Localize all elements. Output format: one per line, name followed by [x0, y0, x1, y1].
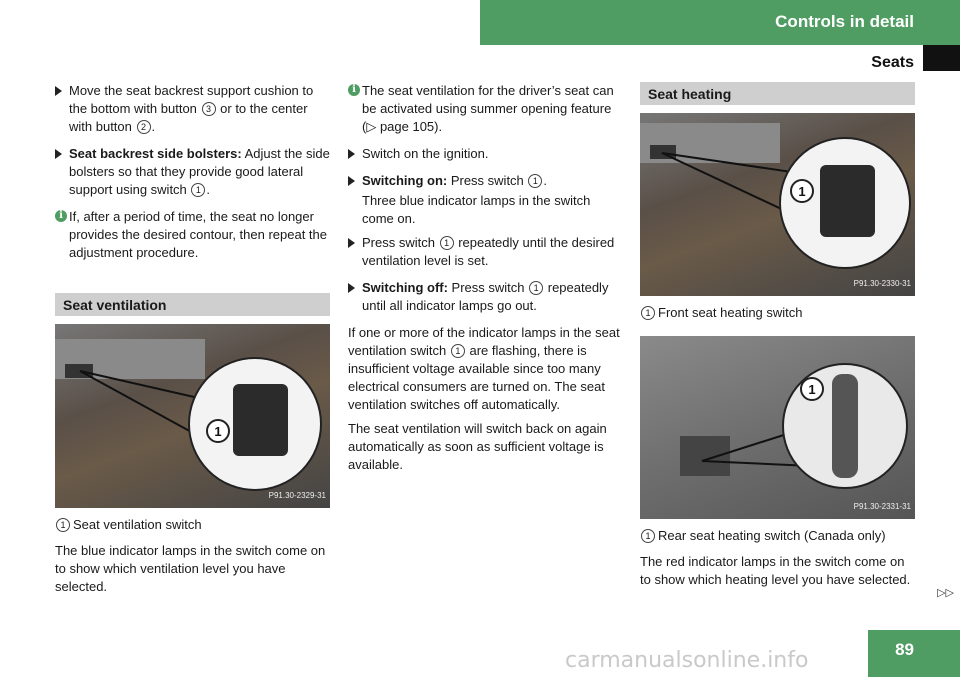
callout-number: 1: [191, 183, 205, 197]
callout-label: 1: [214, 424, 222, 439]
watermark: carmanualsonline.info: [565, 648, 809, 673]
callout-number: 1: [529, 281, 543, 295]
front-heating-switch-illustration: [640, 113, 915, 296]
front-heating-caption: 1 Front seat heating switch: [640, 304, 915, 322]
switch-closeup: [233, 384, 288, 456]
chapter-header: [480, 0, 960, 45]
seat-heating-heading: Seat heating: [640, 82, 915, 105]
callout-number: 1: [56, 518, 70, 532]
bullet-arrow-icon: [55, 149, 62, 159]
photo-reference: P91.30-2329-31: [268, 491, 326, 500]
info-note-summer-opening: i The seat ventilation for the driver’s seat can be activated using summer opening feature (▷ page 105).: [348, 82, 623, 136]
auto-restart-paragraph: The seat ventilation will switch back on again automatically as soon as sufficient voltage is available.: [348, 421, 607, 472]
front-seat-heating-photo: [640, 113, 915, 296]
page-number: 89: [868, 630, 960, 677]
bullet-arrow-icon: [348, 283, 355, 293]
continue-arrow-icon: ▷▷: [937, 587, 954, 599]
bullet-arrow-icon: [348, 149, 355, 159]
instruction-switch-off: Switching off: Press switch 1 repeatedly until all indicator lamps go out.: [348, 279, 623, 315]
ventilation-lamps-paragraph: The blue indicator lamps in the switch come on to show which ventilation level you have selected.: [55, 543, 326, 594]
callout-number: 1: [451, 344, 465, 358]
ventilation-switch-illustration: [55, 324, 330, 508]
callout-label: 1: [798, 184, 806, 199]
info-note-contour: i If, after a period of time, the seat no longer provides the desired contour, then repeat the adjustment procedure.: [55, 208, 330, 262]
callout-number: 3: [202, 102, 216, 116]
seat-ventilation-photo: [55, 324, 330, 508]
info-icon: i: [348, 84, 360, 96]
bullet-arrow-icon: [348, 238, 355, 248]
callout-number: 1: [641, 306, 655, 320]
seat-ventilation-heading: Seat ventilation: [55, 293, 330, 316]
switch-closeup: [820, 165, 875, 237]
callout-number: 1: [641, 529, 655, 543]
flashing-lamps-paragraph: If one or more of the indicator lamps in the seat ventilation switch 1 are flashing, there is insufficient voltage available since too many electrical consumers are turned on. The seat ventilation switches off automatically.: [348, 325, 620, 412]
instruction-set-level: Press switch 1 repeatedly until the desired ventilation level is set.: [348, 234, 623, 270]
column-left: [55, 82, 330, 602]
rear-heating-switch-illustration: [640, 336, 915, 519]
bullet-arrow-icon: [348, 176, 355, 186]
column-middle: [348, 82, 623, 480]
ventilation-caption: 1 Seat ventilation switch: [55, 516, 330, 534]
instruction-ignition: Switch on the ignition.: [348, 145, 623, 163]
photo-reference: P91.30-2330-31: [853, 279, 911, 288]
section-title: Seats: [871, 54, 914, 71]
callout-label: 1: [808, 382, 816, 397]
heating-lamps-paragraph: The red indicator lamps in the switch come on to show which heating level you have selected.: [640, 554, 911, 587]
instruction-side-bolsters: Seat backrest side bolsters: Adjust the side bolsters so that they provide good lateral support using switch 1 .: [55, 145, 330, 199]
rear-seat-heating-photo: [640, 336, 915, 519]
info-icon: i: [55, 210, 67, 222]
bullet-arrow-icon: [55, 86, 62, 96]
callout-number: 1: [440, 236, 454, 250]
instruction-backrest-support: Move the seat backrest support cushion to the bottom with button 3 or to the center with button 2 .: [55, 82, 330, 136]
photo-reference: P91.30-2331-31: [853, 502, 911, 511]
switch-location: [680, 436, 730, 476]
rear-heating-caption: 1 Rear seat heating switch (Canada only): [640, 527, 915, 545]
callout-number: 1: [528, 174, 542, 188]
section-tab-marker: [923, 45, 960, 71]
instruction-switch-on: Switching on: Press switch 1 .: [348, 172, 623, 190]
callout-number: 2: [137, 120, 151, 134]
switch-closeup: [832, 374, 858, 478]
column-right: [640, 82, 915, 595]
pointer-line: [80, 371, 195, 434]
switch-on-result: Three blue indicator lamps in the switch come on.: [362, 193, 591, 226]
chapter-title: Controls in detail: [775, 12, 914, 31]
